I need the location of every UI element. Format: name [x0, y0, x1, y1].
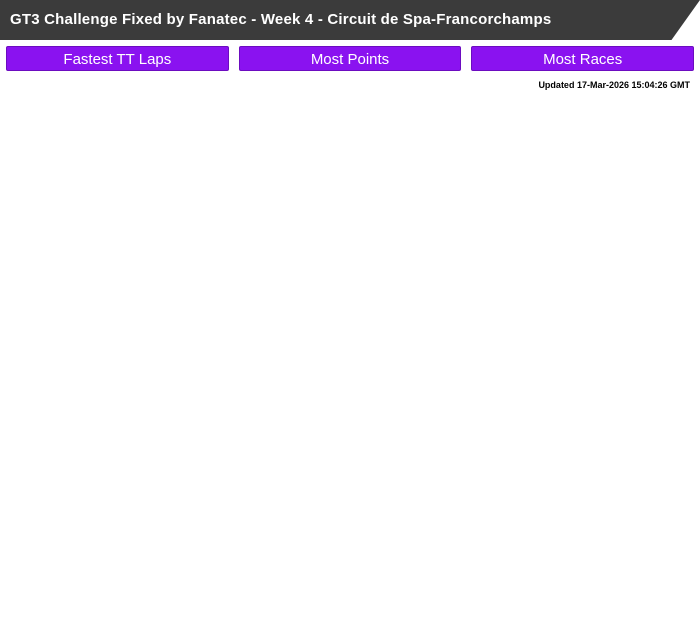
tab-fastest-tt-laps[interactable] — [6, 46, 229, 71]
tab-most-points-label: Most Points — [310, 51, 390, 68]
title-bar — [0, 0, 700, 40]
corner-notch-decoration — [654, 0, 700, 40]
tab-most-races-label: Most Races — [543, 51, 623, 68]
tab-bar — [0, 40, 700, 71]
tab-most-races[interactable] — [471, 46, 694, 71]
page-title: GT3 Challenge Fixed by Fanatec - Week 4 - Circuit de Spa-Francorchamps — [10, 11, 552, 28]
updated-timestamp: Updated 17-Mar-2026 15:04:26 GMT — [538, 80, 690, 90]
status-row — [0, 71, 700, 93]
tab-fastest-tt-laps-label: Fastest TT Laps — [63, 51, 172, 68]
tab-most-points[interactable] — [239, 46, 462, 71]
results-area — [0, 93, 700, 593]
